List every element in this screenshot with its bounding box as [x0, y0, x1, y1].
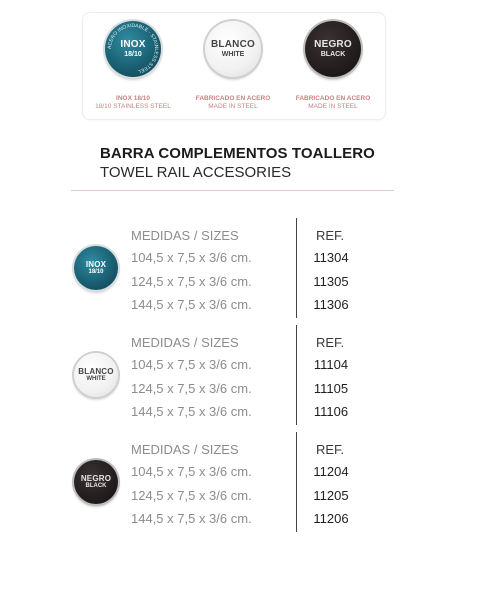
column-divider	[296, 218, 297, 318]
ref-header: REF.	[316, 335, 345, 350]
ref-cell: 11206	[313, 511, 349, 526]
size-cell: 144,5 x 7,5 x 3/6 cm.	[131, 404, 252, 419]
sizes-header: MEDIDAS / SIZES	[131, 228, 239, 243]
column-divider	[296, 325, 297, 425]
finish-caption-en: 18/10 STAINLESS STEEL	[95, 103, 171, 110]
ref-cell: 11304	[313, 250, 349, 265]
swatch-label: BLANCO	[211, 38, 255, 50]
badge-label: NEGRO	[80, 473, 112, 483]
svg-text:ACERO INOXIDABLE · STAINLESS S: ACERO INOXIDABLE · STAINLESS STEEL	[106, 22, 160, 75]
size-cell: 104,5 x 7,5 x 3/6 cm.	[131, 464, 252, 479]
swatch-sublabel: BLACK	[320, 50, 346, 58]
title-divider	[71, 190, 394, 191]
ref-cell: 11104	[313, 357, 349, 372]
sizes-header: MEDIDAS / SIZES	[131, 335, 239, 350]
white-swatch-icon	[205, 21, 261, 77]
badge-label: INOX	[85, 259, 107, 269]
ref-cell: 11204	[313, 464, 349, 479]
finish-caption: FABRICADO EN ACERO	[295, 95, 371, 102]
column-divider	[296, 432, 297, 532]
inox-badge-icon	[74, 246, 118, 290]
size-cell: 144,5 x 7,5 x 3/6 cm.	[131, 297, 252, 312]
size-cell: 124,5 x 7,5 x 3/6 cm.	[131, 381, 252, 396]
badge-sublabel: WHITE	[86, 375, 106, 382]
ref-header: REF.	[316, 442, 345, 457]
ref-cell: 11306	[313, 297, 349, 312]
badge-sublabel: 18/10	[88, 268, 104, 275]
finish-caption-en: MADE IN STEEL	[208, 103, 258, 110]
size-cell: 124,5 x 7,5 x 3/6 cm.	[131, 488, 252, 503]
ref-cell: 11305	[313, 274, 349, 289]
ref-cell: 11106	[313, 404, 349, 419]
badge-label: BLANCO	[78, 366, 114, 376]
ref-header: REF.	[316, 228, 345, 243]
size-cell: 104,5 x 7,5 x 3/6 cm.	[131, 357, 252, 372]
finish-legend-panel	[82, 12, 386, 120]
black-badge-icon	[74, 460, 118, 504]
black-swatch-icon	[305, 21, 361, 77]
sizes-header: MEDIDAS / SIZES	[131, 442, 239, 457]
finish-negro	[285, 21, 381, 111]
size-cell: 124,5 x 7,5 x 3/6 cm.	[131, 274, 252, 289]
swatch-label: INOX	[120, 38, 146, 50]
swatch-sublabel: 18/10	[124, 50, 142, 58]
size-table-inox	[70, 226, 370, 330]
size-table-blanco	[70, 333, 370, 437]
inox-swatch-icon	[105, 21, 161, 77]
ref-cell: 11205	[313, 488, 349, 503]
stainless-ring-text-icon	[105, 21, 161, 77]
swatch-sublabel: WHITE	[221, 50, 245, 58]
product-title: BARRA COMPLEMENTOS TOALLERO	[100, 145, 375, 162]
finish-caption: INOX 18/10	[116, 95, 150, 102]
badge-sublabel: BLACK	[85, 482, 107, 489]
finish-caption: FABRICADO EN ACERO	[195, 95, 271, 102]
ref-cell: 11105	[313, 381, 349, 396]
finish-caption-en: MADE IN STEEL	[308, 103, 358, 110]
finish-inox	[85, 21, 181, 111]
size-cell: 104,5 x 7,5 x 3/6 cm.	[131, 250, 252, 265]
size-table-negro	[70, 440, 370, 544]
size-cell: 144,5 x 7,5 x 3/6 cm.	[131, 511, 252, 526]
finish-blanco	[185, 21, 281, 111]
product-subtitle: TOWEL RAIL ACCESORIES	[100, 164, 292, 181]
white-badge-icon	[74, 353, 118, 397]
swatch-label: NEGRO	[314, 38, 352, 50]
